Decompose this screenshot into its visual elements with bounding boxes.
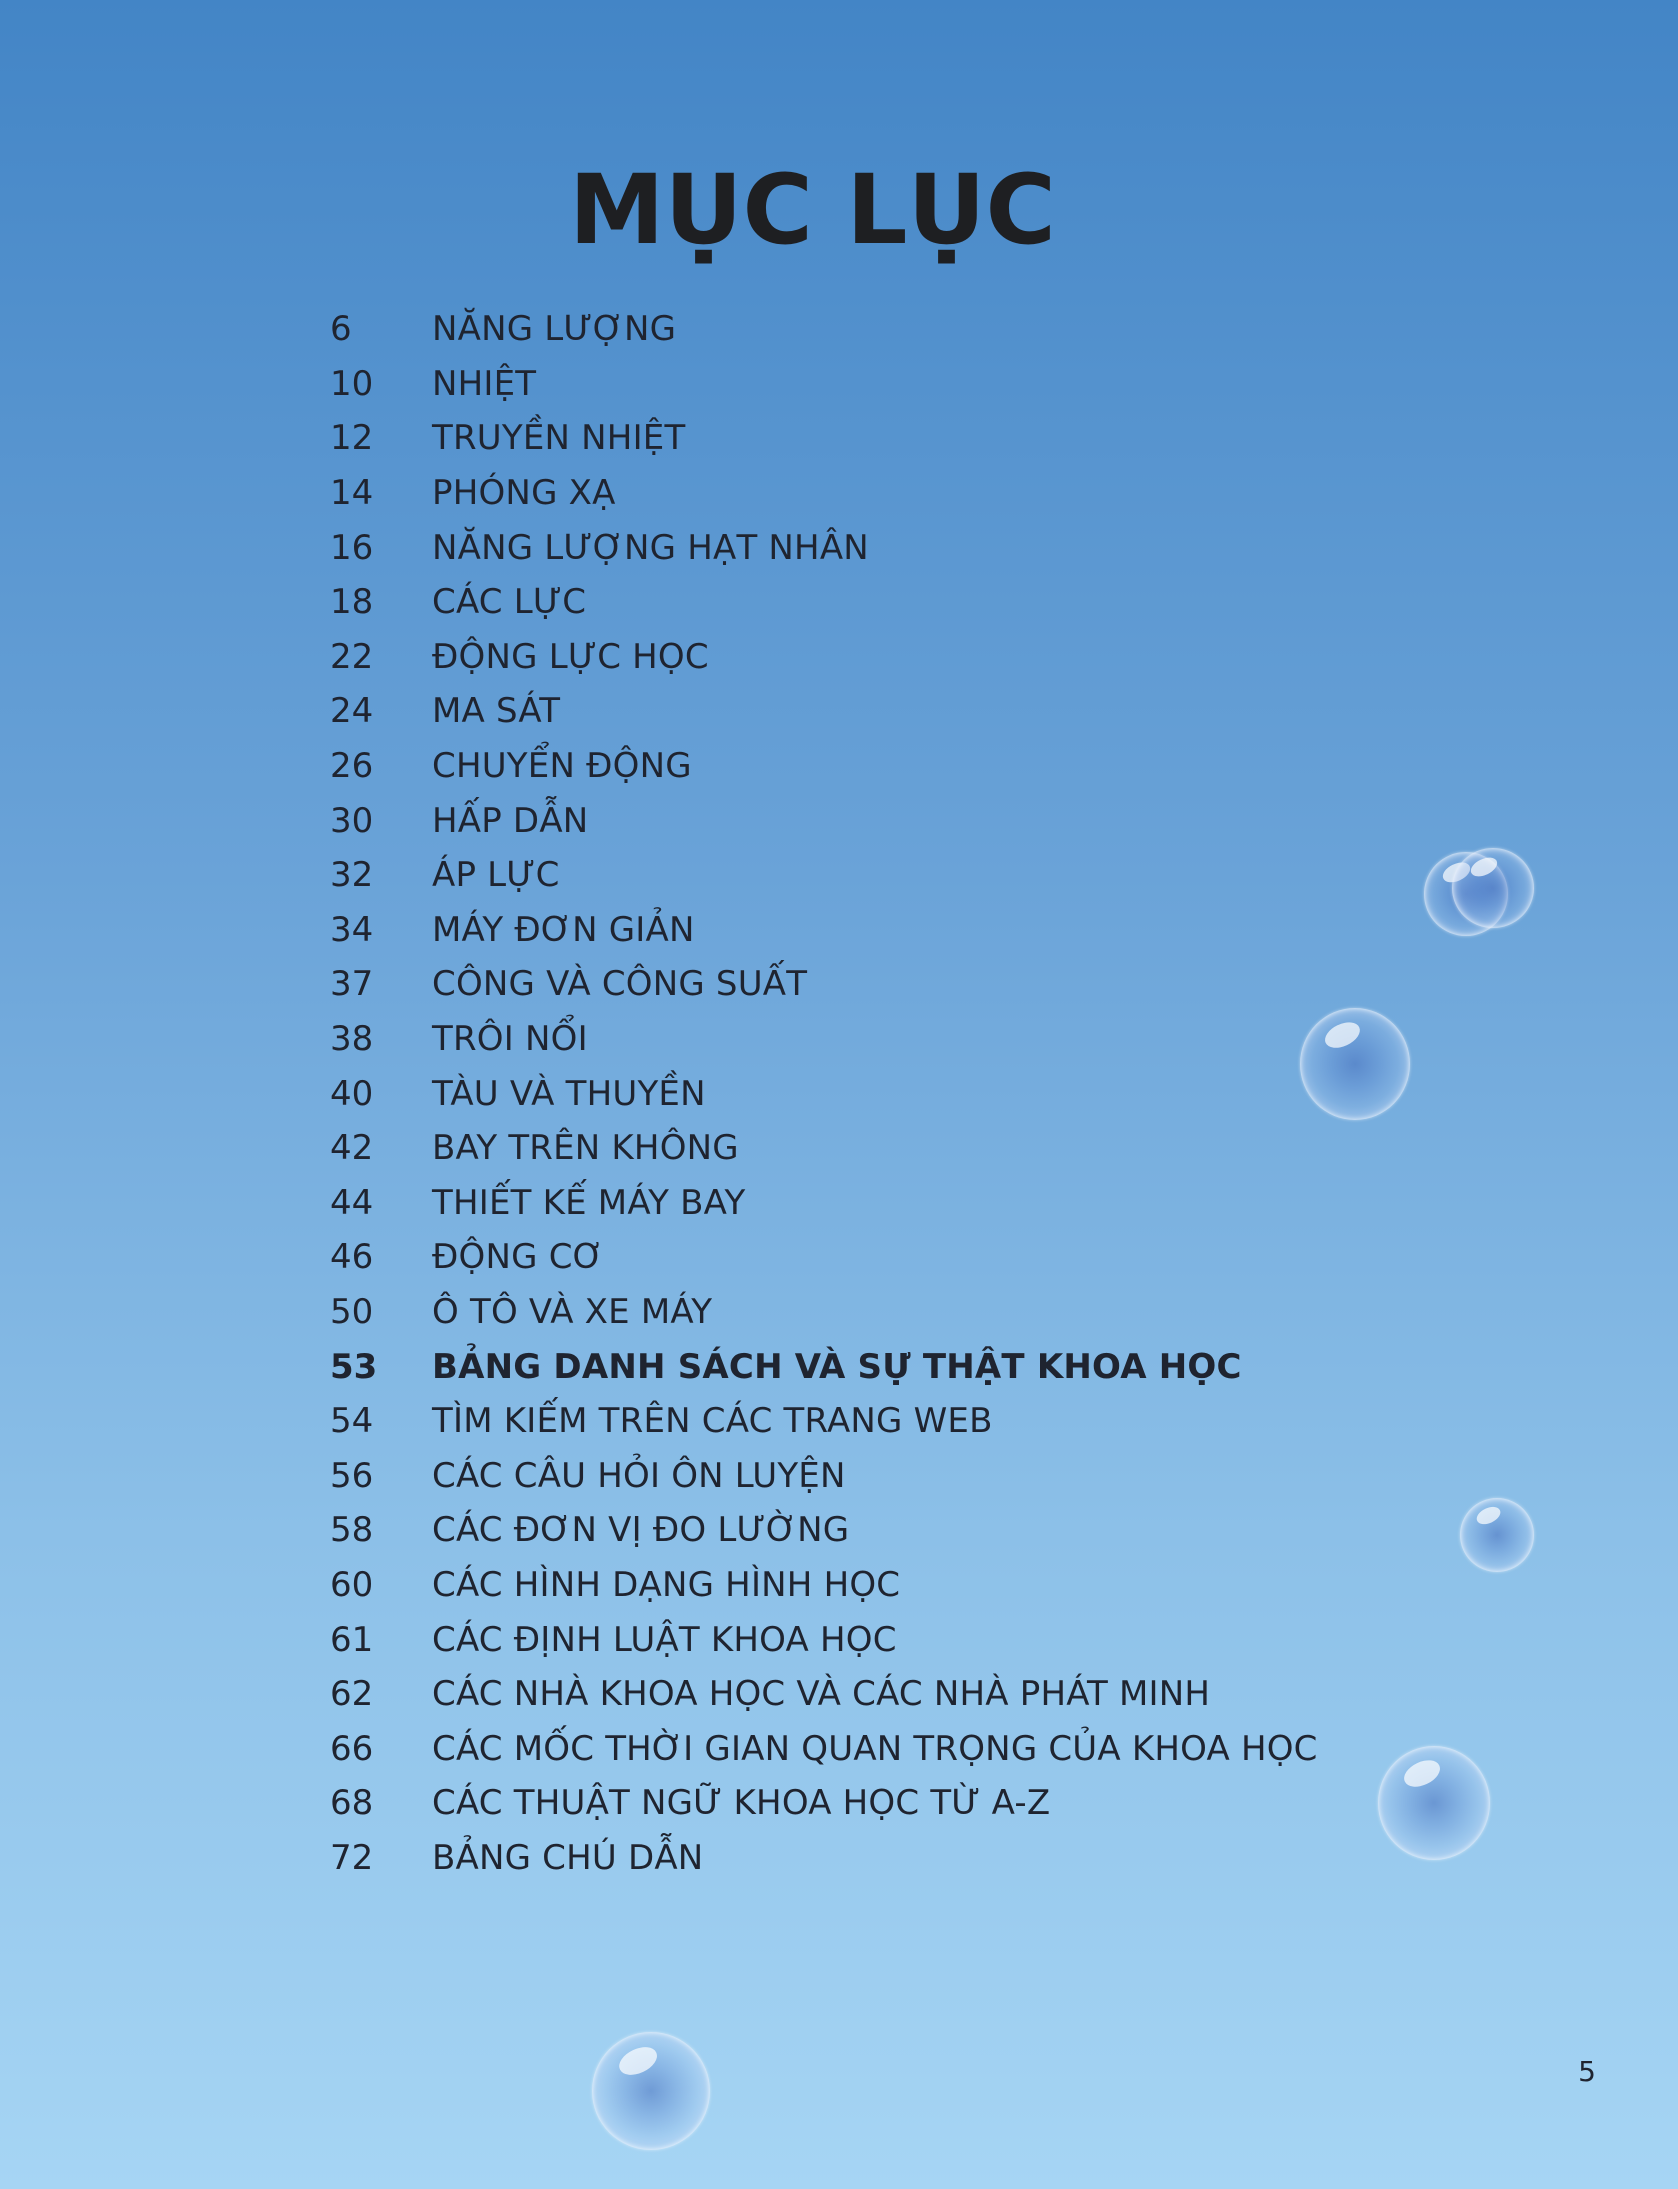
bubble-decoration: [592, 2032, 710, 2150]
toc-page-number: 18: [330, 582, 374, 623]
toc-entry-title: TRÔI NỔI: [432, 1019, 588, 1060]
toc-entry-title: CÁC MỐC THỜI GIAN QUAN TRỌNG CỦA KHOA HỌC: [432, 1728, 1318, 1769]
toc-entry: [330, 1721, 1330, 1776]
toc-entry: [330, 1066, 1330, 1121]
toc-entry: [330, 357, 1330, 412]
toc-entry-title: BAY TRÊN KHÔNG: [432, 1128, 739, 1169]
toc-entry: [330, 630, 1330, 685]
toc-page-number: 58: [330, 1510, 374, 1551]
toc-page-number: 53: [330, 1346, 378, 1387]
toc-entry: [330, 466, 1330, 521]
bubble-decoration: [1378, 1746, 1490, 1860]
toc-entry-title: HẤP DẪN: [432, 800, 589, 841]
toc-page-number: 22: [330, 636, 374, 677]
toc-page-number: 62: [330, 1674, 374, 1715]
toc-entry-title: CHUYỂN ĐỘNG: [432, 746, 692, 787]
bubble-decoration: [1452, 848, 1534, 928]
toc-entry: [330, 520, 1330, 575]
toc-entry: [330, 903, 1330, 958]
toc-entry: [330, 1285, 1330, 1340]
toc-page-number: 40: [330, 1073, 374, 1114]
toc-entry: [330, 411, 1330, 466]
toc-entry: [330, 1831, 1330, 1886]
toc-entry-title: TÀU VÀ THUYỀN: [432, 1073, 706, 1114]
toc-entry-title: ÁP LỰC: [432, 855, 560, 896]
toc-entry-title: MÁY ĐƠN GIẢN: [432, 909, 695, 950]
toc-entry-title: TÌM KIẾM TRÊN CÁC TRANG WEB: [432, 1401, 993, 1442]
toc-entry-title: BẢNG CHÚ DẪN: [432, 1837, 704, 1878]
toc-entry: [330, 1394, 1330, 1449]
toc-entry: [330, 739, 1330, 794]
page-number: 5: [1578, 2055, 1596, 2088]
toc-page-number: 30: [330, 800, 374, 841]
toc-entry-title: BẢNG DANH SÁCH VÀ SỰ THẬT KHOA HỌC: [432, 1346, 1242, 1387]
toc-page-number: 12: [330, 418, 374, 459]
toc-page-number: 10: [330, 363, 374, 404]
toc-entry: [330, 793, 1330, 848]
toc-entry: [330, 1176, 1330, 1231]
toc-entry-title: NĂNG LƯỢNG: [432, 309, 677, 350]
toc-entry: [330, 302, 1330, 357]
toc-page-number: 32: [330, 855, 374, 896]
toc-page-number: 60: [330, 1564, 374, 1605]
toc-page-number: 37: [330, 964, 374, 1005]
toc-page-number: 38: [330, 1019, 374, 1060]
toc-entry-title: MA SÁT: [432, 691, 561, 732]
toc-page-number: 68: [330, 1783, 374, 1824]
toc-entry-title: NĂNG LƯỢNG HẠT NHÂN: [432, 527, 869, 568]
bubble-decoration: [1460, 1498, 1534, 1572]
toc-entry-title: TRUYỀN NHIỆT: [432, 418, 686, 459]
toc-page-number: 46: [330, 1237, 374, 1278]
toc-page-number: 34: [330, 909, 374, 950]
toc-page-number: 56: [330, 1455, 374, 1496]
toc-entry: [330, 1121, 1330, 1176]
table-of-contents: [330, 302, 1330, 1885]
toc-entry-title: CÔNG VÀ CÔNG SUẤT: [432, 964, 808, 1005]
toc-page-number: 42: [330, 1128, 374, 1169]
toc-entry-title: ĐỘNG CƠ: [432, 1237, 604, 1278]
toc-entry-title: CÁC CÂU HỎI ÔN LUYỆN: [432, 1455, 846, 1496]
toc-entry-title: Ô TÔ VÀ XE MÁY: [432, 1291, 713, 1332]
page-title: MỤC LỤC: [569, 154, 1056, 266]
toc-entry: [330, 848, 1330, 903]
toc-entry: [330, 1503, 1330, 1558]
toc-page-number: 14: [330, 473, 374, 514]
toc-page-number: 6: [330, 309, 352, 350]
toc-entry: [330, 1230, 1330, 1285]
toc-entry: [330, 1448, 1330, 1503]
toc-entry: [330, 1612, 1330, 1667]
toc-entry: [330, 1667, 1330, 1722]
toc-entry-title: THIẾT KẾ MÁY BAY: [432, 1182, 746, 1223]
toc-entry: [330, 1776, 1330, 1831]
toc-entry: [330, 684, 1330, 739]
bubble-decoration: [1300, 1008, 1410, 1120]
toc-page-number: 72: [330, 1837, 374, 1878]
toc-entry: [330, 1012, 1330, 1067]
toc-page-number: 50: [330, 1291, 374, 1332]
toc-entry: [330, 1339, 1330, 1394]
toc-entry-title: CÁC NHÀ KHOA HỌC VÀ CÁC NHÀ PHÁT MINH: [432, 1674, 1211, 1715]
toc-page-number: 66: [330, 1728, 374, 1769]
toc-entry-title: ĐỘNG LỰC HỌC: [432, 636, 709, 677]
toc-entry-title: CÁC LỰC: [432, 582, 587, 623]
toc-entry-title: PHÓNG XẠ: [432, 473, 616, 514]
toc-page-number: 61: [330, 1619, 374, 1660]
toc-entry-title: NHIỆT: [432, 363, 537, 404]
toc-page-number: 26: [330, 746, 374, 787]
toc-entry-title: CÁC HÌNH DẠNG HÌNH HỌC: [432, 1564, 901, 1605]
toc-page-number: 54: [330, 1401, 374, 1442]
toc-entry: [330, 957, 1330, 1012]
toc-entry: [330, 1558, 1330, 1613]
toc-entry-title: CÁC THUẬT NGỮ KHOA HỌC TỪ A-Z: [432, 1783, 1051, 1824]
toc-entry: [330, 575, 1330, 630]
toc-entry-title: CÁC ĐƠN VỊ ĐO LƯỜNG: [432, 1510, 850, 1551]
toc-page-number: 16: [330, 527, 374, 568]
toc-page-number: 44: [330, 1182, 374, 1223]
toc-entry-title: CÁC ĐỊNH LUẬT KHOA HỌC: [432, 1619, 897, 1660]
toc-page-number: 24: [330, 691, 374, 732]
